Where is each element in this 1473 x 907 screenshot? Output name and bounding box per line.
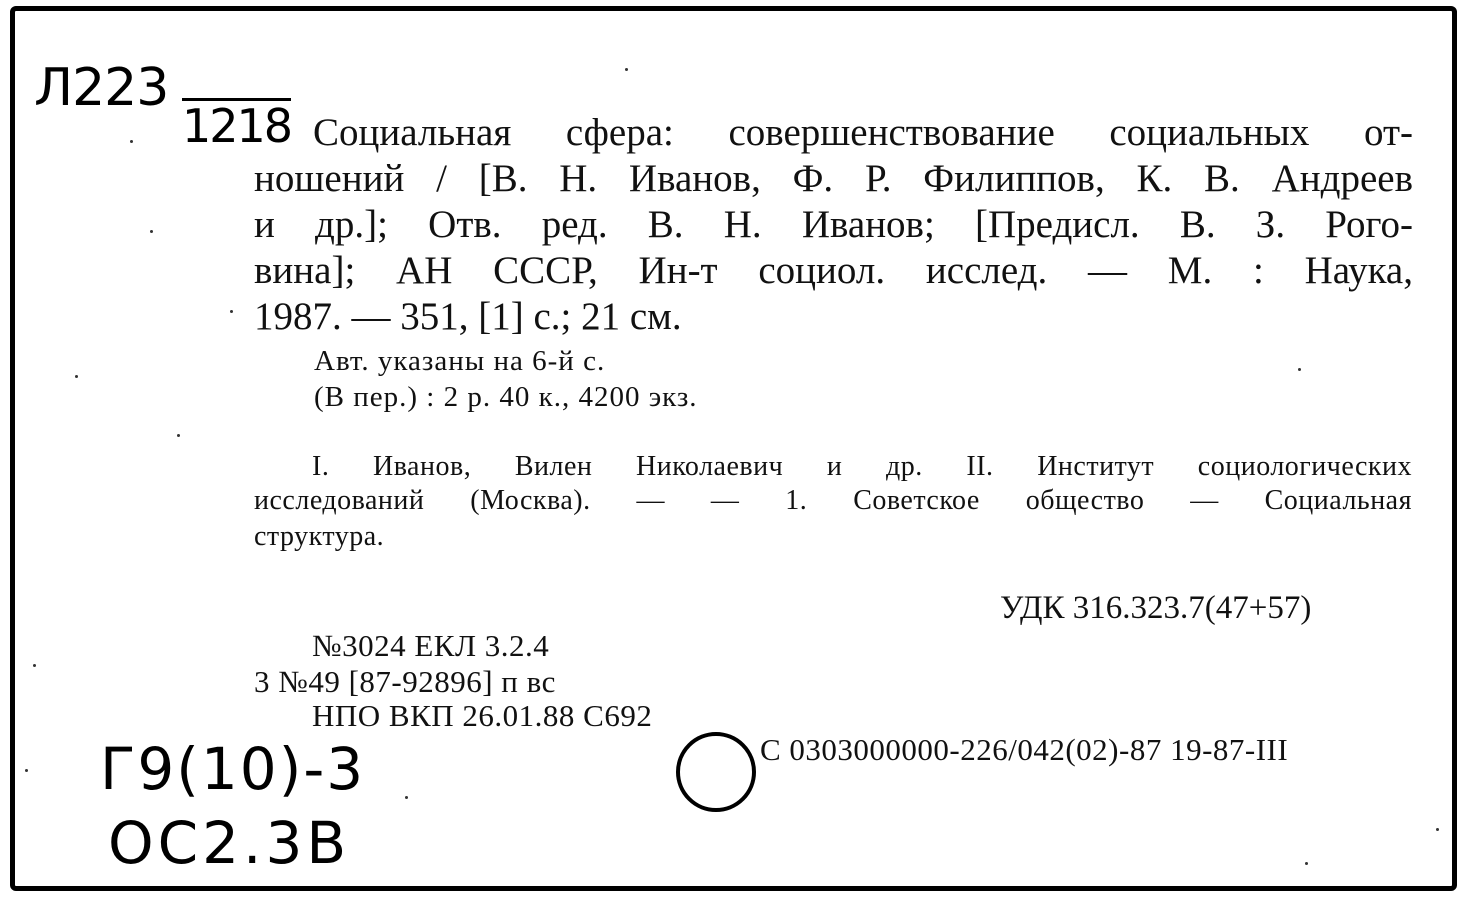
publisher-code: С 0303000000-226/042(02)-87 19-87-III bbox=[760, 732, 1289, 767]
scan-speck bbox=[130, 140, 133, 143]
scan-speck bbox=[1298, 368, 1301, 371]
stamp-circle bbox=[676, 732, 756, 812]
catalog-number-line: НПО ВКП 26.01.88 С692 bbox=[312, 698, 653, 733]
catalog-number-line: 3 №49 [87-92896] п вс bbox=[254, 664, 556, 699]
entry-title-line: ношений / [В. Н. Иванов, Ф. Р. Филиппов, К. В. Андреев bbox=[254, 157, 1413, 200]
scan-speck bbox=[625, 68, 628, 71]
scan-speck bbox=[150, 230, 153, 233]
scan-speck bbox=[25, 769, 28, 772]
scan-speck bbox=[33, 664, 36, 667]
entry-note-line: Авт. указаны на 6-й с. bbox=[314, 345, 606, 377]
handwritten-shelf-mark: Л223 bbox=[34, 58, 169, 118]
entry-title-line: вина]; АН СССР, Ин-т социол. исслед. — М. : Наука, bbox=[254, 249, 1413, 292]
scan-speck bbox=[230, 310, 233, 313]
entry-title-line: Социальная сфера: совершенствование социальных от- bbox=[313, 111, 1413, 154]
scan-speck bbox=[405, 796, 408, 799]
scan-speck bbox=[177, 434, 180, 437]
scan-speck bbox=[1305, 862, 1308, 865]
entry-note-line: (В пер.) : 2 р. 40 к., 4200 экз. bbox=[314, 381, 698, 413]
udk-code: УДК 316.323.7(47+57) bbox=[1000, 590, 1312, 626]
entry-tracing-line: I. Иванов, Вилен Николаевич и др. II. Институт социологических bbox=[312, 451, 1412, 482]
entry-title-line: 1987. — 351, [1] с.; 21 см. bbox=[254, 295, 682, 338]
handwritten-classification: Г9(10)-3 bbox=[100, 735, 366, 803]
catalog-number-line: №3024 ЕКЛ 3.2.4 bbox=[312, 628, 550, 663]
entry-title-line: и др.]; Отв. ред. В. Н. Иванов; [Предисл. В. З. Рого- bbox=[254, 203, 1413, 246]
entry-tracing-line: структура. bbox=[254, 521, 385, 552]
scan-speck bbox=[75, 375, 78, 378]
handwritten-shelf-number: 1218 bbox=[182, 99, 292, 153]
entry-tracing-line: исследований (Москва). — — 1. Советское общество — Социальная bbox=[254, 485, 1412, 516]
scan-speck bbox=[1436, 828, 1439, 831]
handwritten-location: ОС2.3В bbox=[108, 809, 351, 877]
